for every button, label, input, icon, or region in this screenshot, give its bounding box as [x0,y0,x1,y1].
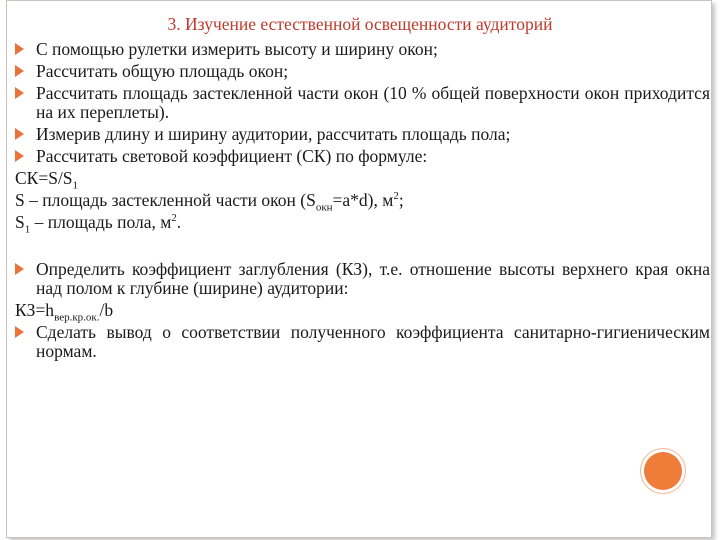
list-item [15,260,710,298]
orange-circle-ornament-icon [644,452,682,490]
formula-kz-sub: вер.кр.ок. [54,311,100,324]
s1-def-s: S [15,212,25,232]
triangle-bullet-icon [15,263,24,275]
s-def-sup: 2 [393,190,399,203]
list-item-text: Определить коэффициент заглубления (КЗ), т.е. отношение высоты верхнего края окна над полом к глубине (ширине) аудитории: [36,259,710,298]
triangle-bullet-icon [15,87,24,99]
list-item [15,62,710,81]
slide-title: 3. Изучение естественной освещенности аудиторий [167,14,553,34]
s1-def-sub: 1 [24,223,31,236]
list-item [15,40,710,59]
s1-definition [15,212,710,236]
triangle-bullet-icon [15,65,24,77]
s-def-sub: окн [315,201,333,214]
formula-ck-sub: 1 [72,179,79,192]
list-item-text: Сделать вывод о соответствии полученного коэффициента санитарно-гигиеническим нормам. [36,322,710,361]
triangle-bullet-icon [15,326,24,338]
triangle-bullet-icon [15,43,24,55]
s1-def-text: – площадь пола, м [30,212,172,232]
slide-content [15,40,710,364]
s-def-text2: =a*d), м [332,190,394,210]
s1-def-sup: 2 [171,212,177,225]
s-definition [15,190,710,214]
formula-kz [15,300,710,324]
list-item [15,323,710,361]
formula-ck [15,168,710,192]
list-item-text: Рассчитать общую площадь окон; [36,61,289,81]
s-def-text3: ; [398,190,404,210]
list-item [15,84,710,122]
formula-kz-end: /b [99,300,114,320]
spacer [15,235,710,260]
triangle-bullet-icon [15,150,24,162]
formula-kz-main: КЗ=h [15,300,55,320]
list-item-text: Рассчитать световой коэффициент (СК) по формуле: [36,146,428,166]
formula-ck-main: СК=S/S [15,168,73,188]
triangle-bullet-icon [15,128,24,140]
list-item [15,147,710,166]
list-item [15,125,710,144]
list-item-text: Измерив длину и ширину аудитории, рассчитать площадь пола; [36,124,511,144]
s-def-text1: S – площадь застекленной части окон (S [15,190,316,210]
s1-def-end: . [176,212,182,232]
list-item-text: С помощью рулетки измерить высоту и ширину окон; [36,39,438,59]
list-item-text: Рассчитать площадь застекленной части окон (10 % общей поверхности окон приходится на их переплеты). [36,83,710,122]
